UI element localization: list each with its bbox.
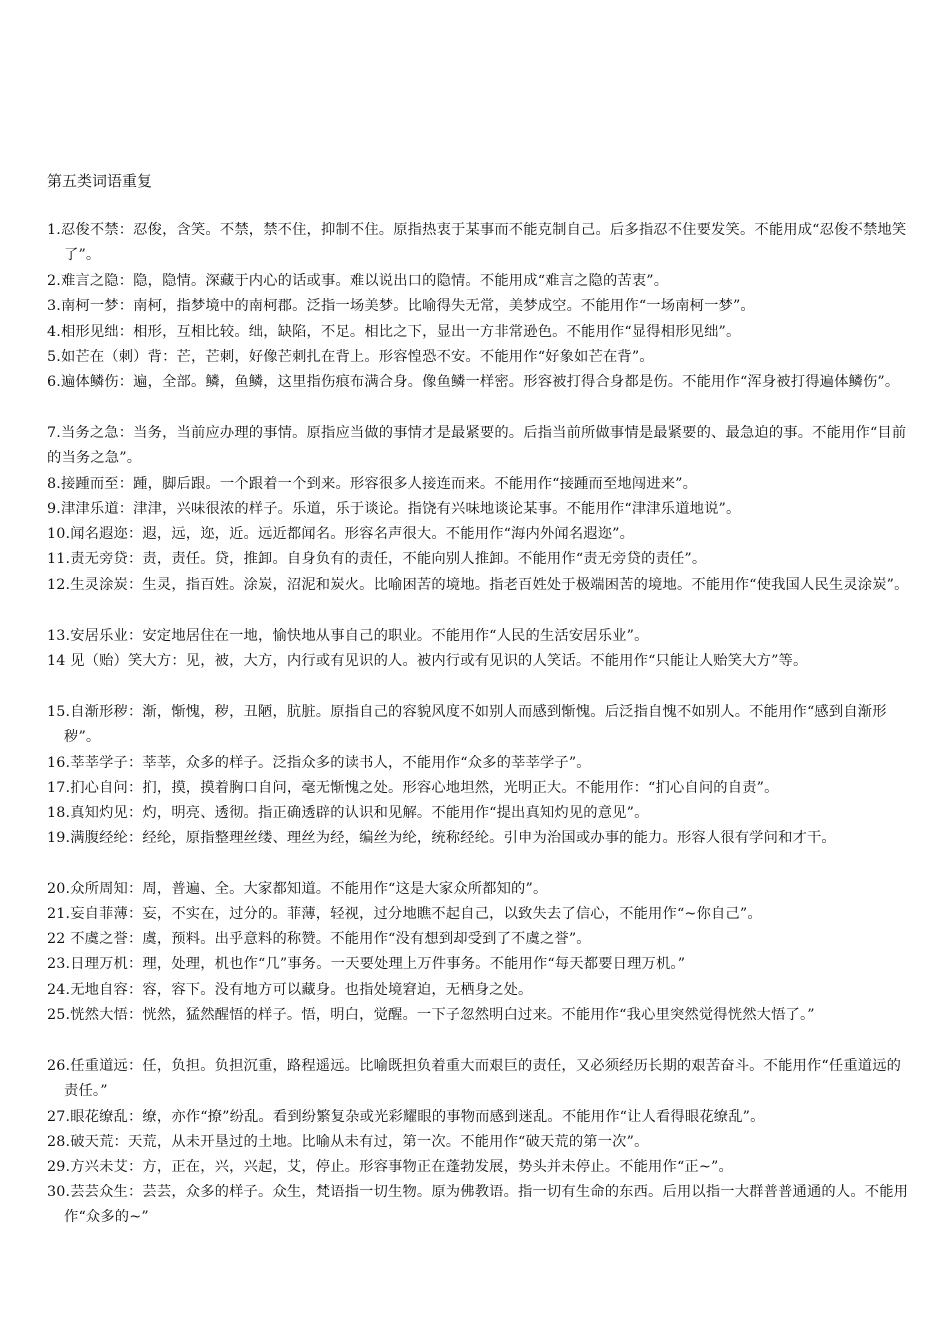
- entry-item: [47, 294, 910, 319]
- entry-text: 方兴未艾：方，正在，兴，兴起，艾，停止。形容事物正在蓬勃发展，势头并未停止。不能用作“正~”。: [70, 1159, 733, 1175]
- entry-text: 如芒在（刺）背：芒，芒刺，好像芒刺扎在背上。形容惶恐不安。不能用作“好象如芒在背”。: [60, 349, 654, 365]
- entry-number: 27.: [47, 1109, 71, 1125]
- entry-item: [47, 1054, 910, 1105]
- entry-item: [47, 751, 910, 776]
- entry-number: 20.: [47, 881, 71, 897]
- entry-text: 闻名遐迩：遐，远，迩，近。远近都闻名。形容名声很大。不能用作“海内外闻名遐迩”。: [70, 526, 635, 542]
- entry-number: 6.: [47, 374, 61, 390]
- entry-item: [47, 978, 910, 1003]
- entry-number: 9.: [47, 501, 61, 517]
- entry-number: 22: [47, 931, 66, 947]
- entry-text: 芸芸众生：芸芸，众多的样子。众生，梵语指一切生物。原为佛教语。指一切有生命的东西。后用以指一大群普普通通的人。不能用作“众多的~”: [64, 1184, 909, 1226]
- entry-text: 忍俊不禁：忍俊，含笑。不禁，禁不住，抑制不住。原指热衷于某事而不能克制自己。后多指忍不住要发笑。不能用成“忍俊不禁地笑了”。: [60, 222, 907, 264]
- entry-text: 自渐形秽：渐，惭愧，秽，丑陋，肮脏。原指自己的容貌风度不如别人而感到惭愧。后泛指自愧不如别人。不能用作“感到自渐形秽”。: [64, 704, 887, 746]
- entry-text: 接踵而至：踵，脚后跟。一个跟着一个到来。形容很多人接连而来。不能用作“接踵而至地闯进来”。: [60, 476, 698, 492]
- entry-item: [47, 218, 910, 269]
- entry-number: 29.: [47, 1159, 71, 1175]
- entry-text: 当务之急：当务，当前应办理的事情。原指应当做的事情才是最紧要的。后指当前所做事情是最紧要的、最急迫的事。不能用作“目前的当务之急”。: [47, 425, 907, 467]
- entry-number: 3.: [47, 298, 61, 314]
- entry-text: 任重道远：任，负担。负担沉重，路程遥远。比喻既担负着重大而艰巨的责任，又必须经历长期的艰苦奋斗。不能用作“任重道远的责任。”: [64, 1058, 902, 1100]
- entry-number: 21.: [47, 906, 71, 922]
- entry-number: 17.: [47, 780, 71, 796]
- entry-text: 众所周知：周，普遍、全。大家都知道。不能用作“这是大家众所都知的”。: [70, 881, 548, 897]
- entry-text: 满腹经纶：经纶，原指整理丝缕、理丝为经，编丝为纶，统称经纶。引申为治国或办事的能力。形容人很有学问和才干。: [70, 830, 836, 846]
- entry-number: 18.: [47, 805, 71, 821]
- entry-text: 生灵涂炭：生灵，指百姓。涂炭，沼泥和炭火。比喻困苦的境地。指老百姓处于极端困苦的境地。不能用作“使我国人民生灵涂炭”。: [70, 577, 909, 593]
- document-heading: 第五类词语重复: [47, 172, 153, 190]
- entry-number: 25.: [47, 1007, 71, 1023]
- entry-number: 7.: [47, 425, 61, 441]
- entry-text: 责无旁贷：责，责任。贷，推卸。自身负有的责任，不能向别人推卸。不能用作“责无旁贷的责任”。: [70, 551, 707, 567]
- entry-item: [47, 624, 910, 649]
- entry-number: 14: [47, 653, 66, 669]
- entry-text: 莘莘学子：莘莘，众多的样子。泛指众多的读书人，不能用作“众多的莘莘学子”。: [70, 755, 591, 771]
- entry-item: [47, 1180, 910, 1231]
- entry-text: 不虞之誉：虞，预料。出乎意料的称赞。不能用作“没有想到却受到了不虞之誉”。: [65, 931, 591, 947]
- entry-item: [47, 320, 910, 345]
- entry-number: 26.: [47, 1058, 71, 1074]
- entry-number: 5.: [47, 349, 61, 365]
- entry-number: 23.: [47, 956, 71, 972]
- entry-text: 安居乐业：安定地居住在一地，愉快地从事自己的职业。不能用作“人民的生活安居乐业”。: [70, 628, 649, 644]
- entry-number: 16.: [47, 755, 71, 771]
- entry-item: [47, 776, 910, 801]
- entry-text: 无地自容：容，容下。没有地方可以藏身。也指处境窘迫，无栖身之处。: [70, 982, 533, 998]
- entry-item: [47, 700, 910, 751]
- entry-item: [47, 522, 910, 547]
- entry-text: 相形见绌：相形，互相比较。绌，缺陷，不足。相比之下，显出一方非常逊色。不能用作“显得相形见绌”。: [60, 324, 741, 340]
- entry-text: 津津乐道：津津，兴味很浓的样子。乐道，乐于谈论。指饶有兴味地谈论某事。不能用作“津津乐道地说”。: [60, 501, 741, 517]
- entry-text: 扪心自问：扪，摸，摸着胸口自问，毫无惭愧之处。形容心地坦然，光明正大。不能用作：“扪心自问的自责”。: [70, 780, 779, 796]
- entry-item: [47, 370, 910, 395]
- entry-number: 12.: [47, 577, 71, 593]
- entry-item: [47, 927, 910, 952]
- entry-number: 8.: [47, 476, 61, 492]
- entry-number: 1.: [47, 222, 61, 238]
- entry-number: 30.: [47, 1184, 71, 1200]
- entry-item: [47, 826, 910, 851]
- entry-item: [47, 902, 910, 927]
- entry-item: [47, 547, 910, 572]
- entry-item: [47, 345, 910, 370]
- entry-item: [47, 952, 910, 977]
- entry-text: 真知灼见：灼，明亮、透彻。指正确透辟的认识和见解。不能用作“提出真知灼见的意见”。: [70, 805, 649, 821]
- entry-text: 难言之隐：隐，隐情。深藏于内心的话或事。难以说出口的隐情。不能用成“难言之隐的苦衷”。: [60, 273, 669, 289]
- entry-text: 妄自菲薄：妄，不实在，过分的。菲薄，轻视，过分地瞧不起自己，以致失去了信心，不能用作“~你自己”。: [70, 906, 762, 922]
- entry-item: [47, 1155, 910, 1180]
- entry-text: 眼花缭乱：缭，亦作“撩”纷乱。看到纷繁复杂或光彩耀眼的事物而感到迷乱。不能用作“让人看得眼花缭乱”。: [70, 1109, 765, 1125]
- entry-item: [47, 497, 910, 522]
- entry-item: [47, 1003, 910, 1028]
- entry-number: 2.: [47, 273, 61, 289]
- entry-item: [47, 877, 910, 902]
- entry-text: 遍体鳞伤：遍，全部。鳞，鱼鳞，这里指伤痕布满合身。像鱼鳞一样密。形容被打得合身都是伤。不能用作“浑身被打得遍体鳞伤”。: [60, 374, 900, 390]
- entry-number: 19.: [47, 830, 71, 846]
- entry-number: 15.: [47, 704, 71, 720]
- entry-number: 4.: [47, 324, 61, 340]
- entry-item: [47, 1130, 910, 1155]
- entry-number: 24.: [47, 982, 71, 998]
- entry-number: 13.: [47, 628, 71, 644]
- entry-text: 恍然大悟：恍然，猛然醒悟的样子。悟，明白，觉醒。一下子忽然明白过来。不能用作“我心里突然觉得恍然大悟了。”: [70, 1007, 815, 1023]
- entry-item: [47, 801, 910, 826]
- entry-text: 南柯一梦：南柯，指梦境中的南柯郡。泛指一场美梦。比喻得失无常，美梦成空。不能用作“一场南柯一梦”。: [60, 298, 755, 314]
- entry-item: [47, 649, 910, 674]
- entry-item: [47, 421, 910, 472]
- entry-text: 见（贻）笑大方：见，被，大方，内行或有见识的人。被内行或有见识的人笑话。不能用作“只能让人贻笑大方”等。: [65, 653, 808, 669]
- entry-number: 10.: [47, 526, 71, 542]
- entry-item: [47, 472, 910, 497]
- entry-item: [47, 573, 910, 598]
- entry-number: 11.: [47, 551, 71, 567]
- entry-item: [47, 269, 910, 294]
- entry-number: 28.: [47, 1134, 71, 1150]
- entry-item: [47, 1105, 910, 1130]
- entry-text: 日理万机：理，处理，机也作“几”事务。一天要处理上万件事务。不能用作“每天都要日理万机。”: [70, 956, 686, 972]
- entry-text: 破天荒：天荒，从未开垦过的土地。比喻从未有过，第一次。不能用作“破天荒的第一次”。: [70, 1134, 649, 1150]
